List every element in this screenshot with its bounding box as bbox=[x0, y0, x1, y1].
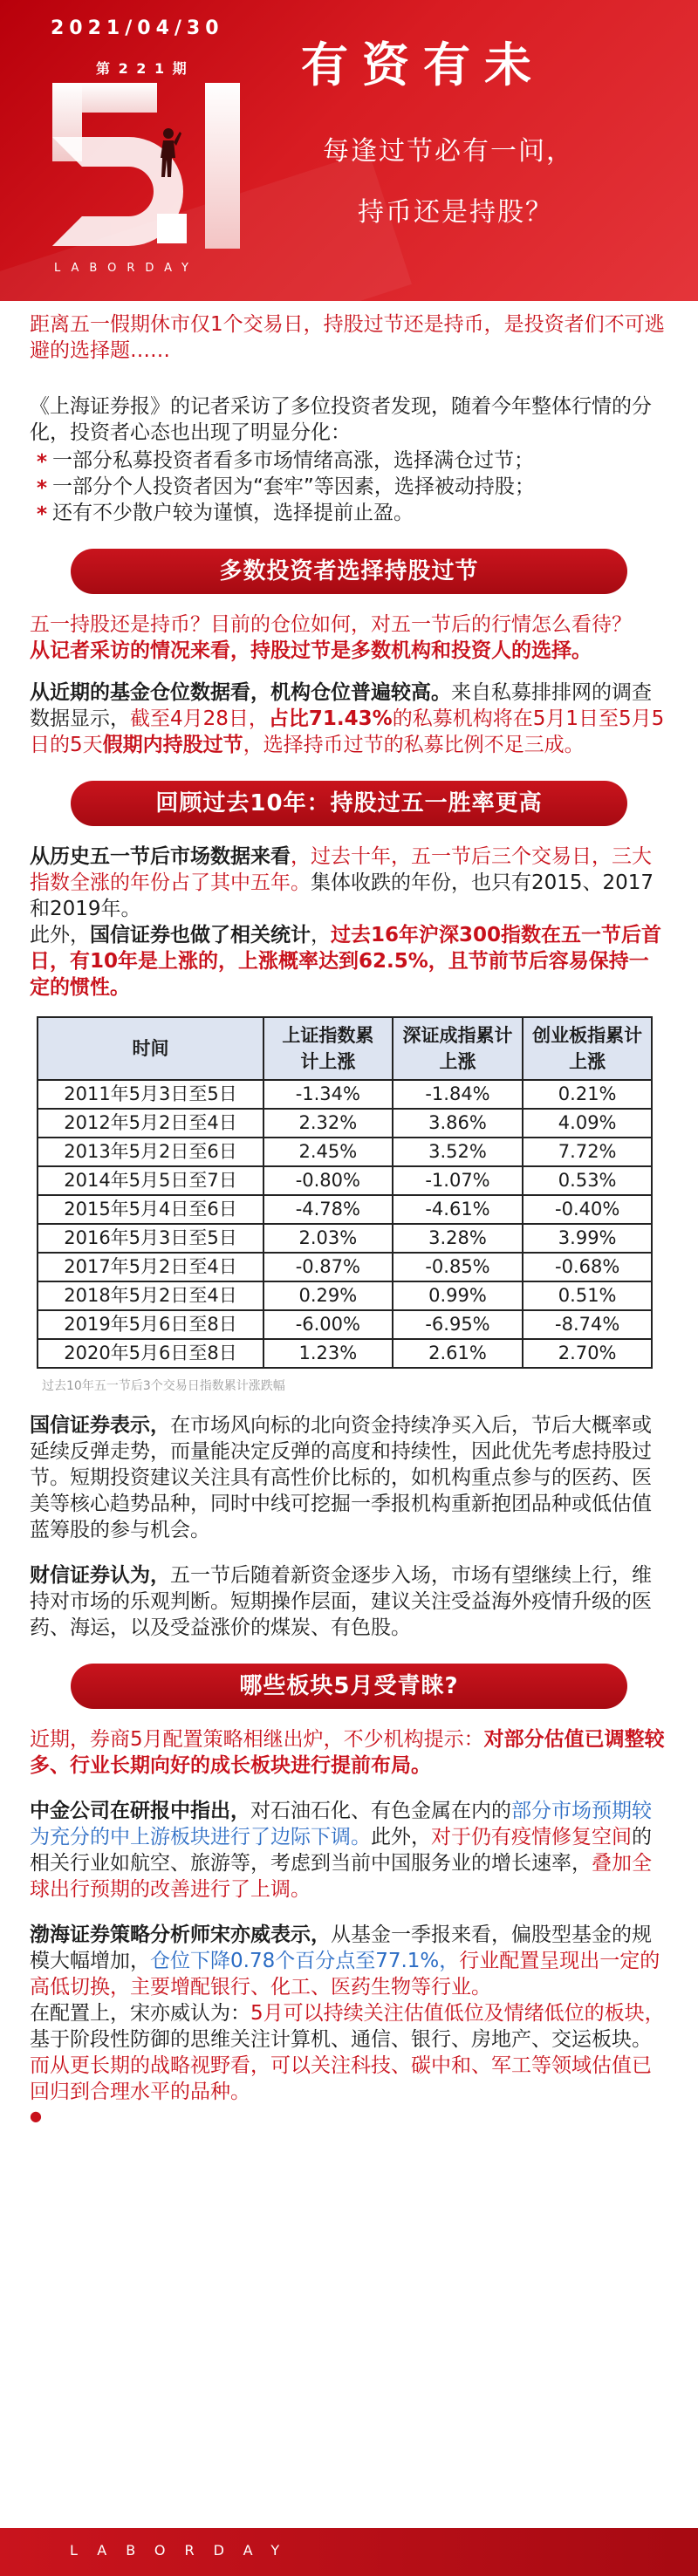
table-row bbox=[38, 1109, 652, 1138]
section-heading-3: 哪些板块5月受青睐? bbox=[71, 1664, 627, 1709]
table-row bbox=[38, 1080, 652, 1109]
period-cell: 2015年5月4日至6日 bbox=[38, 1195, 263, 1224]
period-cell: 2014年5月5日至7日 bbox=[38, 1166, 263, 1195]
return-cell: 3.28% bbox=[393, 1224, 524, 1253]
return-cell: 3.52% bbox=[393, 1138, 524, 1166]
bohai-allocation-paragraph: 在配置上，宋亦威认为：5月可以持续关注估值低位及情绪低位的板块，基于阶段性防御的思维关注计算机、通信、银行、房地产、交运板块。而从更长期的战略视野看，可以关注科技、碳中和、军工等领域估值已回归到合理水平的品种。 bbox=[30, 2002, 665, 2103]
answer-text: 从记者采访的情况来看，持股过节是多数机构和投资人的选择。 bbox=[30, 639, 592, 662]
fund-position-paragraph: 从近期的基金仓位数据看，机构仓位普遍较高。来自私募排排网的调查数据显示，截至4月28日，占比71.43%的私募机构将在5月1日至5月5日的5天假期内持股过节，选择持币过节的私募比例不足三成。 bbox=[30, 681, 665, 756]
intro-paragraph: 距离五一假期休市仅1个交易日，持股过节还是持币，是投资者们不可逃避的选择题…… bbox=[30, 313, 665, 362]
strategy-intro-paragraph: 近期，券商5月配置策略相继出炉，不少机构提示：对部分估值已调整较多、行业长期向好的成长板块进行提前布局。 bbox=[30, 1728, 665, 1777]
return-cell: 2.32% bbox=[263, 1109, 393, 1138]
return-cell: 0.51% bbox=[523, 1281, 652, 1310]
return-cell: -0.87% bbox=[263, 1253, 393, 1281]
table-row bbox=[38, 1224, 652, 1253]
end-mark: ● bbox=[30, 2108, 42, 2124]
return-cell: 0.99% bbox=[393, 1281, 524, 1310]
survey-paragraph: 《上海证券报》的记者采访了多位投资者发现，随着今年整体行情的分化，投资者心态也出现了明显分化： bbox=[30, 395, 652, 444]
bullet-item: * 还有不少散户较为谨慎，选择提前止盈。 bbox=[30, 500, 668, 526]
return-cell: 3.99% bbox=[523, 1224, 652, 1253]
return-cell: 3.86% bbox=[393, 1109, 524, 1138]
five-one-logo bbox=[52, 83, 218, 249]
returns-table bbox=[37, 1016, 653, 1369]
return-cell: -6.95% bbox=[393, 1310, 524, 1339]
return-cell: 4.09% bbox=[523, 1109, 652, 1138]
returns-table-wrapper bbox=[37, 1016, 653, 1395]
history-paragraph: 从历史五一节后市场数据来看，过去十年，五一节后三个交易日，三大指数全涨的年份占了其中五年。集体收跌的年份，也只有2015、2017和2019年。 bbox=[30, 845, 654, 920]
question-text: 五一持股还是持币？目前的仓位如何，对五一节后的行情怎么看待？ bbox=[30, 613, 632, 636]
return-cell: 2.70% bbox=[523, 1339, 652, 1368]
return-cell: -0.40% bbox=[523, 1195, 652, 1224]
return-cell: -0.85% bbox=[393, 1253, 524, 1281]
period-cell: 2020年5月6日至8日 bbox=[38, 1339, 263, 1368]
climber-icon bbox=[155, 126, 181, 179]
return-cell: 0.21% bbox=[523, 1080, 652, 1109]
return-cell: 2.61% bbox=[393, 1339, 524, 1368]
return-cell: -0.80% bbox=[263, 1166, 393, 1195]
section-heading-1: 多数投资者选择持股过节 bbox=[71, 549, 627, 594]
period-cell: 2017年5月2日至4日 bbox=[38, 1253, 263, 1281]
table-header-row bbox=[38, 1017, 652, 1080]
caixin-view-paragraph: 财信证券认为，五一节后随着新资金逐步入场，市场有望继续上行，维持对市场的乐观判断。短期操作层面，建议关注受益海外疫情升级的医药、海运，以及受益涨价的煤炭、有色股。 bbox=[30, 1564, 652, 1639]
section-heading-2: 回顾过去10年：持股过五一胜率更高 bbox=[71, 781, 627, 826]
period-cell: 2013年5月2日至6日 bbox=[38, 1138, 263, 1166]
table-row bbox=[38, 1138, 652, 1166]
guoxin-stat-paragraph: 此外，国信证券也做了相关统计，过去16年沪深300指数在五一节后首日，有10年是上涨的，上涨概率达到62.5%，且节前节后容易保持一定的惯性。 bbox=[30, 924, 662, 999]
return-cell: -1.84% bbox=[393, 1080, 524, 1109]
table-row bbox=[38, 1281, 652, 1310]
column-title: 有资有未 bbox=[301, 38, 545, 92]
bullet-item: * 一部分个人投资者因为“套牢”等因素，选择被动持股； bbox=[30, 474, 668, 500]
column-header: 深证成指累计上涨 bbox=[393, 1017, 524, 1080]
table-row bbox=[38, 1253, 652, 1281]
return-cell: -1.34% bbox=[263, 1080, 393, 1109]
return-cell: 2.45% bbox=[263, 1138, 393, 1166]
cicc-paragraph: 中金公司在研报中指出，对石油石化、有色金属在内的部分市场预期较为充分的中上游板块进行了边际下调。此外，对于仍有疫情修复空间的相关行业如航空、旅游等，考虑到当前中国服务业的增长速率，叠加全球出行预期的改善进行了上调。 bbox=[30, 1800, 652, 1901]
period-cell: 2016年5月3日至5日 bbox=[38, 1224, 263, 1253]
period-cell: 2018年5月2日至4日 bbox=[38, 1281, 263, 1310]
header-subtitle-1: 每逢过节必有一问， bbox=[323, 136, 574, 167]
article-body bbox=[0, 311, 698, 2124]
table-row bbox=[38, 1166, 652, 1195]
footer-bar bbox=[0, 2528, 698, 2576]
return-cell: -6.00% bbox=[263, 1310, 393, 1339]
return-cell: 0.29% bbox=[263, 1281, 393, 1310]
period-cell: 2012年5月2日至4日 bbox=[38, 1109, 263, 1138]
laborday-text: LABORDAY bbox=[54, 262, 199, 275]
return-cell: 2.03% bbox=[263, 1224, 393, 1253]
table-row bbox=[38, 1339, 652, 1368]
column-header: 时间 bbox=[38, 1017, 263, 1080]
return-cell: -4.78% bbox=[263, 1195, 393, 1224]
return-cell: -4.61% bbox=[393, 1195, 524, 1224]
return-cell: 7.72% bbox=[523, 1138, 652, 1166]
table-row bbox=[38, 1195, 652, 1224]
table-row bbox=[38, 1310, 652, 1339]
column-header: 上证指数累计上涨 bbox=[263, 1017, 393, 1080]
return-cell: 1.23% bbox=[263, 1339, 393, 1368]
guoxin-view-paragraph: 国信证券表示，在市场风向标的北向资金持续净买入后，节后大概率或延续反弹走势，而量能决定反弹的高度和持续性，因此优先考虑持股过节。短期投资建议关注具有高性价比标的，如机构重点参与的医药、医美等核心趋势品种，同时中线可挖掘一季报机构重新抱团品种或低估值蓝筹股的参与机会。 bbox=[30, 1414, 652, 1541]
bohai-paragraph: 渤海证券策略分析师宋亦威表示，从基金一季报来看，偏股型基金的规模大幅增加，仓位下降0.78个百分点至77.1%，行业配置呈现出一定的高低切换，主要增配银行、化工、医药生物等行业。 bbox=[30, 1923, 660, 1999]
issue-number: 第 2 2 1 期 bbox=[96, 60, 188, 77]
table-body bbox=[38, 1080, 652, 1368]
return-cell: 0.53% bbox=[523, 1166, 652, 1195]
return-cell: -0.68% bbox=[523, 1253, 652, 1281]
bullet-item: * 一部分私募投资者看多市场情绪高涨，选择满仓过节； bbox=[30, 448, 668, 474]
return-cell: -8.74% bbox=[523, 1310, 652, 1339]
return-cell: -1.07% bbox=[393, 1166, 524, 1195]
table-caption: 过去10年五一节后3个交易日指数累计涨跌幅 bbox=[42, 1379, 285, 1393]
period-cell: 2019年5月6日至8日 bbox=[38, 1310, 263, 1339]
column-header: 创业板指累计上涨 bbox=[523, 1017, 652, 1080]
header-subtitle-2: 持币还是持股？ bbox=[358, 197, 553, 228]
period-cell: 2011年5月3日至5日 bbox=[38, 1080, 263, 1109]
bullet-list bbox=[30, 448, 668, 526]
footer-laborday: LABORDAY bbox=[70, 2542, 299, 2559]
issue-date: 2021/04/30 bbox=[51, 17, 224, 39]
header-banner bbox=[0, 0, 698, 301]
